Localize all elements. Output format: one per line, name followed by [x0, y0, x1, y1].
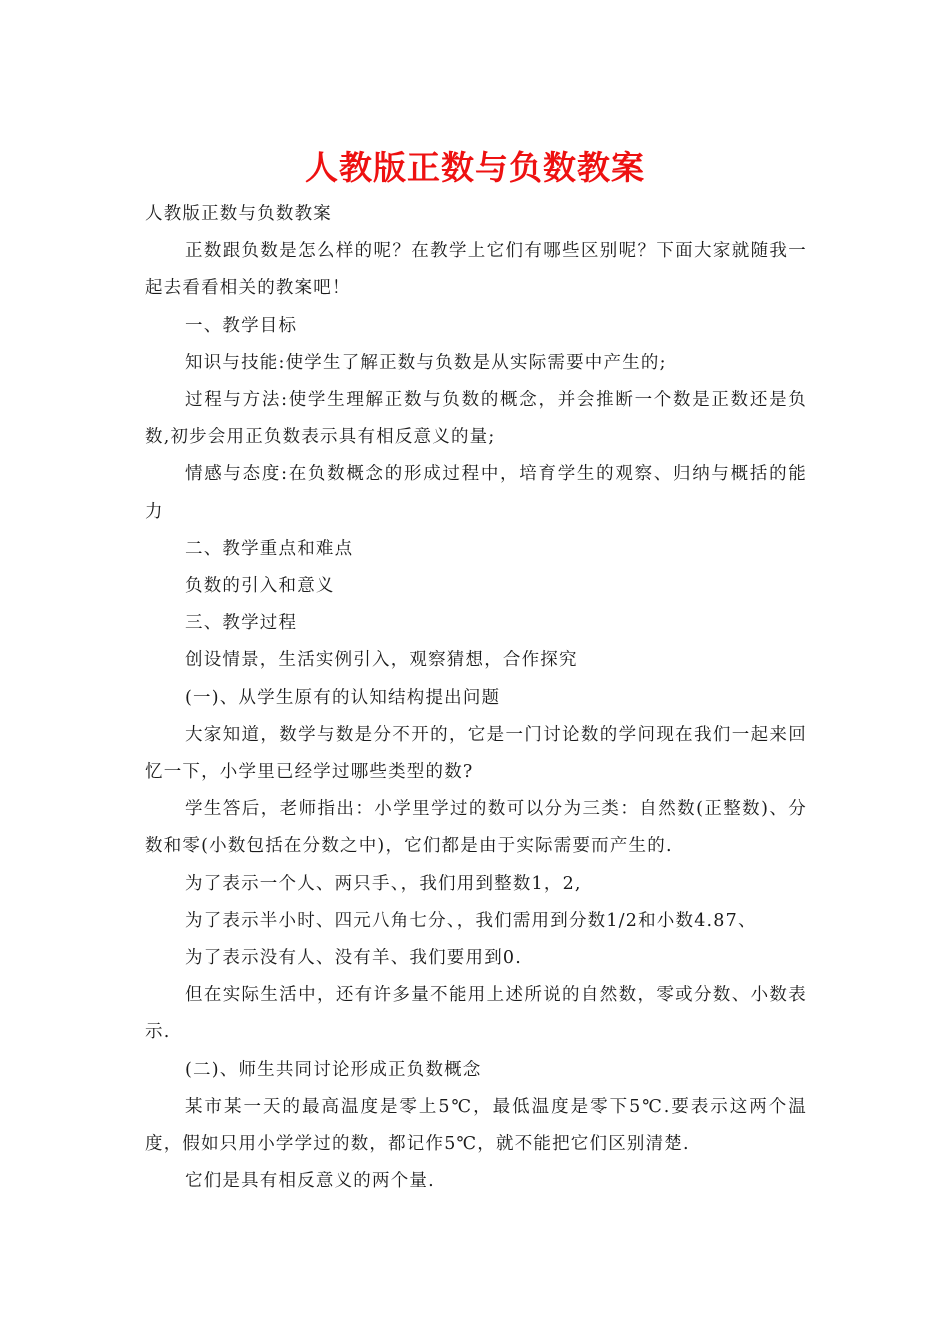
paragraph: 它们是具有相反意义的两个量. [185, 1171, 435, 1192]
paragraph: 情感与态度:在负数概念的形成过程中，培育学生的观察、归纳与概括的能力 [145, 464, 807, 522]
paragraph: (二)、师生共同讨论形成正负数概念 [185, 1059, 482, 1080]
paragraph: 负数的引入和意义 [185, 576, 335, 597]
paragraph: 知识与技能:使学生了解正数与负数是从实际需要中产生的; [185, 352, 667, 373]
paragraph: 过程与方法:使学生理解正数与负数的概念，并会推断一个数是正数还是负数,初步会用正负数表示具有相反意义的量; [145, 390, 807, 448]
paragraph: 某市某一天的最高温度是零上5℃，最低温度是零下5℃.要表示这两个温度，假如只用小学学过的数，都记作5℃，就不能把它们区别清楚. [145, 1096, 807, 1155]
paragraph: 创设情景，生活实例引入，观察猜想，合作探究 [185, 650, 578, 671]
paragraph: 为了表示半小时、四元八角七分、，我们需用到分数1/2和小数4.87、 [185, 910, 757, 931]
paragraph: 但在实际生活中，还有许多量不能用上述所说的自然数，零或分数、小数表示. [145, 985, 807, 1043]
document-title: 人教版正数与负数教案 [305, 148, 645, 187]
paragraph: 三、教学过程 [185, 613, 298, 634]
document-body [145, 196, 807, 1200]
paragraph: 正数跟负数是怎么样的呢？在教学上它们有哪些区别呢？下面大家就随我一起去看看相关的教案吧！ [145, 241, 807, 299]
paragraph: 为了表示一个人、两只手、，我们用到整数1，2, [185, 873, 582, 894]
paragraph: 二、教学重点和难点 [185, 538, 354, 559]
paragraph: 为了表示没有人、没有羊、我们要用到0. [185, 948, 522, 969]
paragraph: 人教版正数与负数教案 [145, 204, 332, 224]
paragraph: 一、教学目标 [185, 315, 298, 336]
paragraph: (一)、从学生原有的认知结构提出问题 [185, 687, 501, 708]
paragraph: 大家知道，数学与数是分不开的，它是一门讨论数的学问现在我们一起来回忆一下，小学里已经学过哪些类型的数? [145, 724, 807, 783]
paragraph: 学生答后，老师指出：小学里学过的数可以分为三类：自然数(正整数)、分数和零(小数包括在分数之中)，它们都是由于实际需要而产生的. [145, 799, 807, 857]
